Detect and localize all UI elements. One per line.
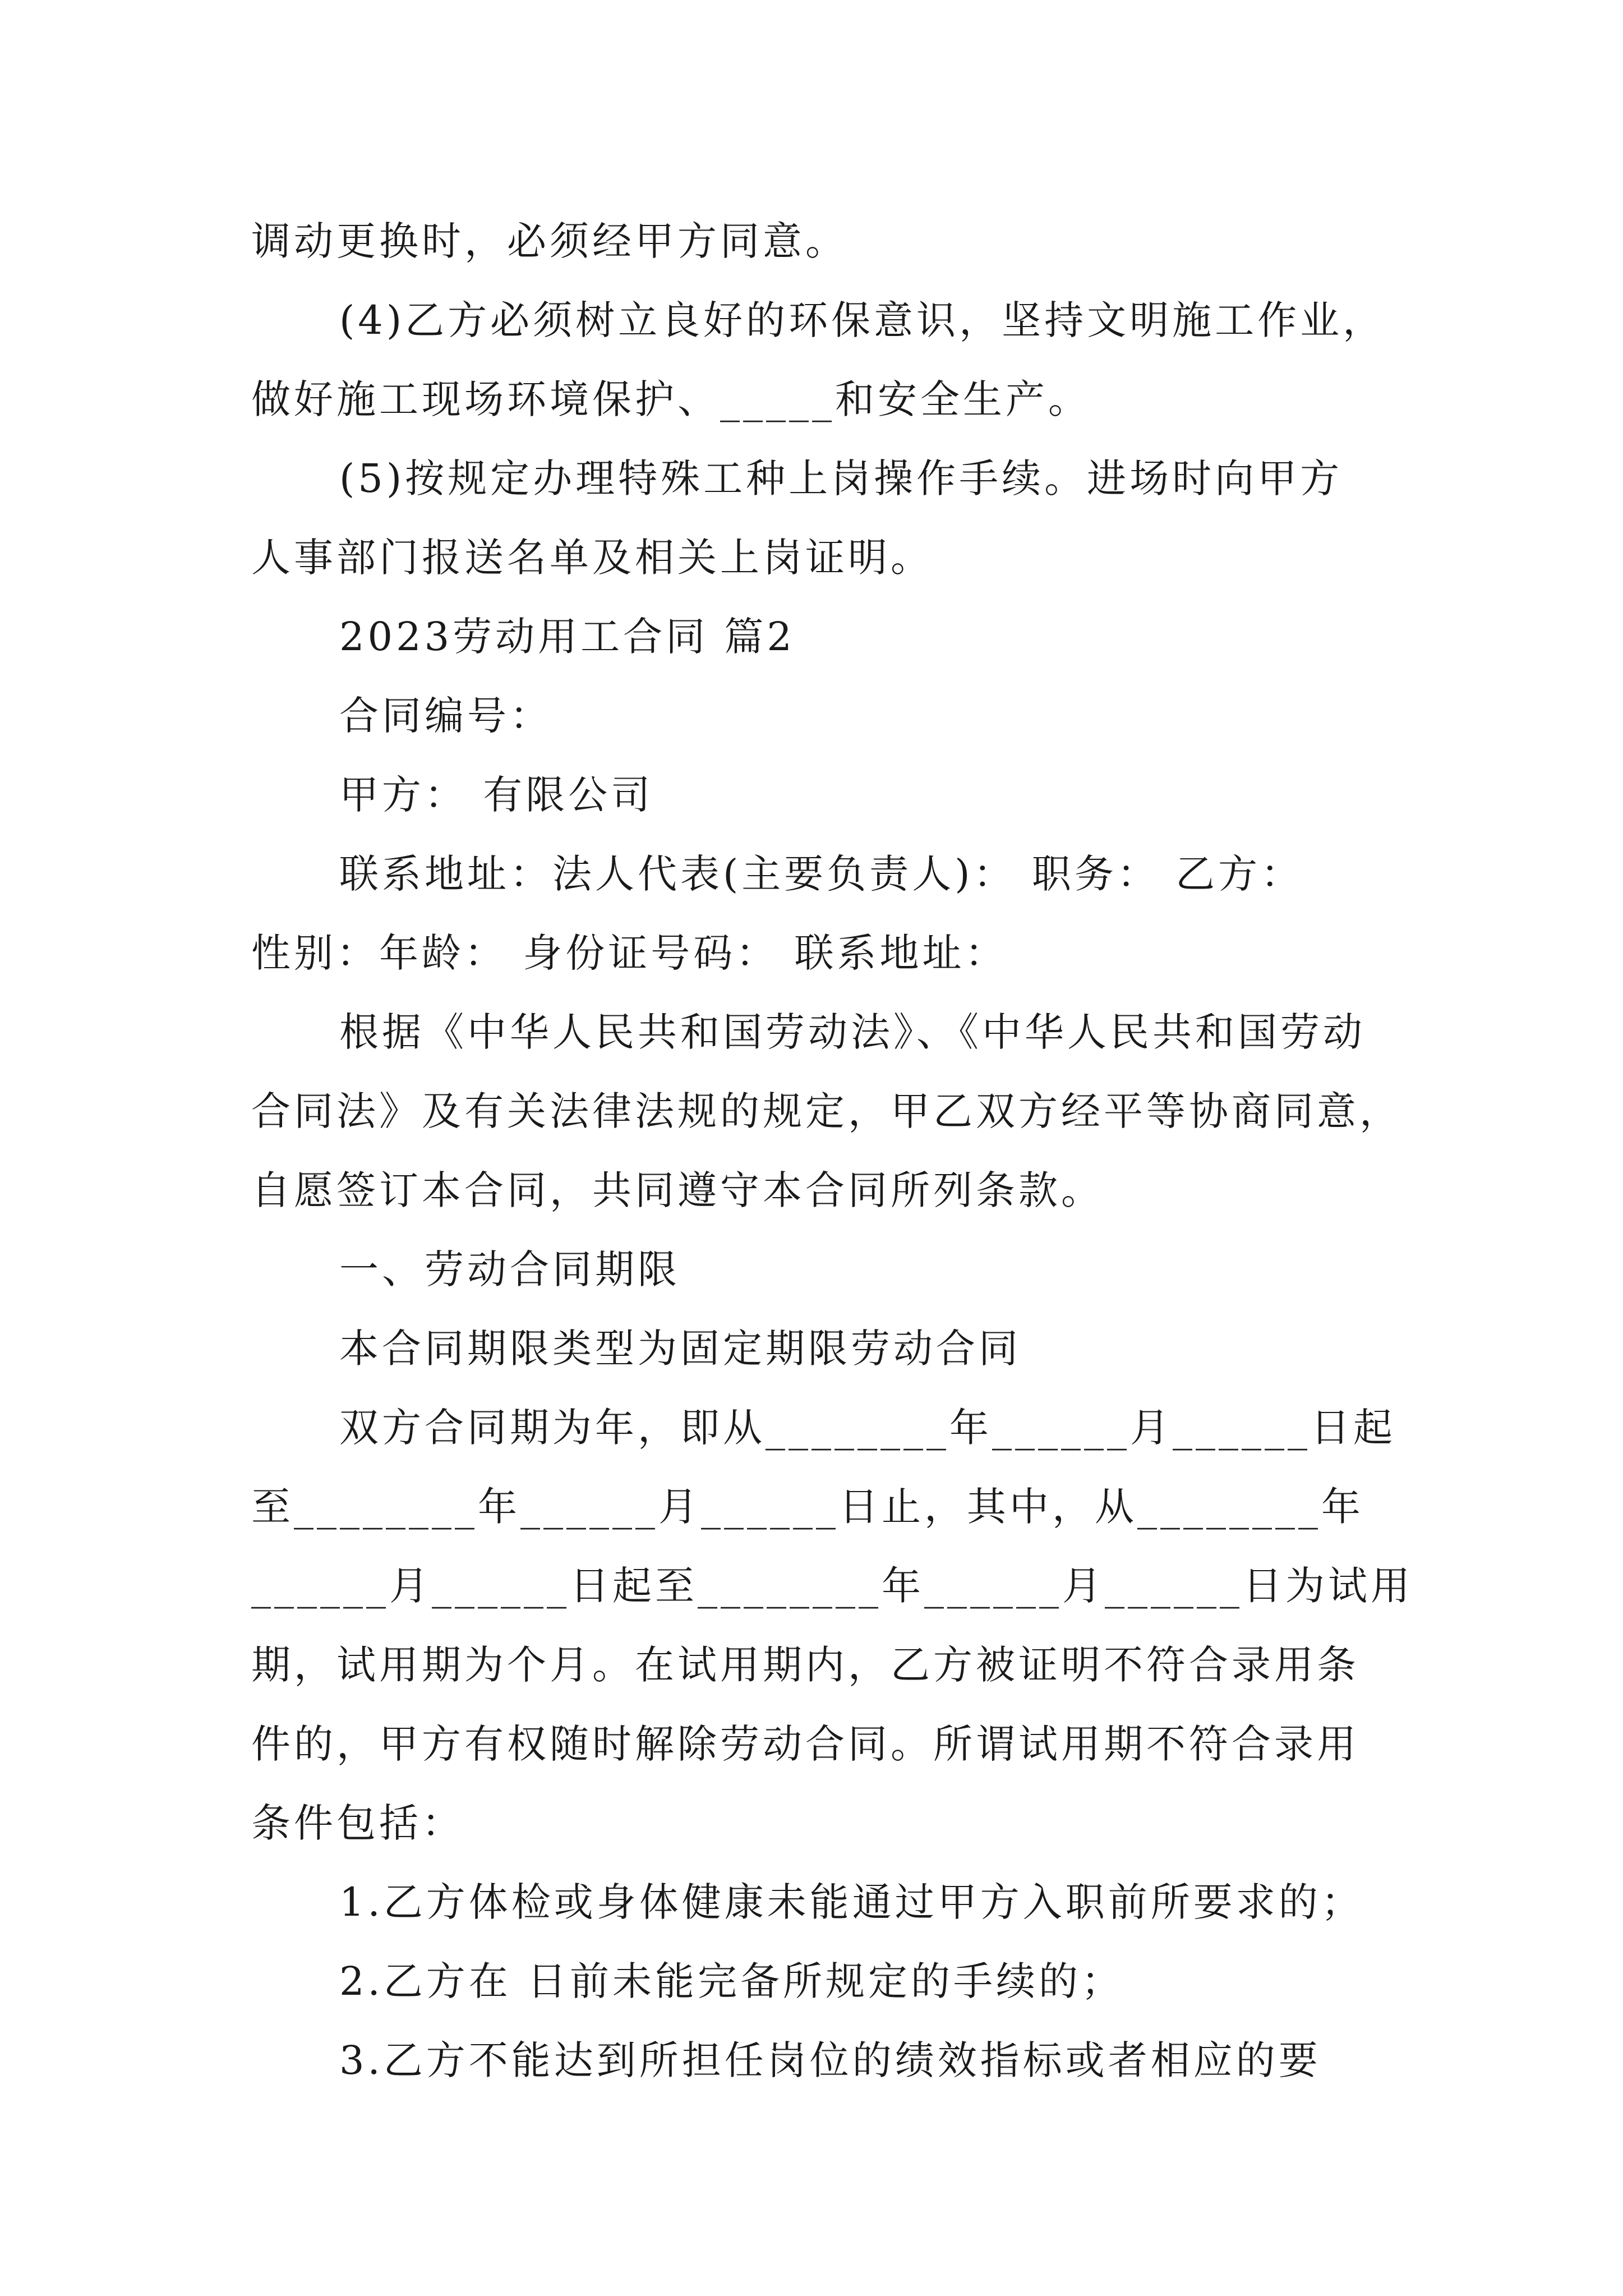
text-line-16: 双方合同期为年，即从________年______月______日起 (339, 1405, 1396, 1451)
text-line-3: 做好施工现场环境保护、_____和安全生产。 (251, 376, 1091, 422)
contact-line: 联系地址：法人代表(主要负责人)： 职务： 乙方： (339, 851, 1304, 897)
text-line-13: 自愿签订本合同，共同遵守本合同所列条款。 (251, 1167, 1104, 1213)
text-line-5: 人事部门报送名单及相关上岗证明。 (251, 535, 933, 581)
text-line-17: 至________年______月______日止，其中，从________年 (251, 1484, 1364, 1530)
text-line-4: (5)按规定办理特殊工种上岗操作手续。进场时向甲方 (339, 455, 1343, 501)
text-line-15: 本合同期限类型为固定期限劳动合同 (339, 1326, 1021, 1372)
list-item-1: 1.乙方体检或身体健康未能通过甲方入职前所要求的； (339, 1879, 1364, 1925)
text-line-20: 件的，甲方有权随时解除劳动合同。所谓试用期不符合录用 (251, 1721, 1359, 1767)
list-item-3: 3.乙方不能达到所担任岗位的绩效指标或者相应的要 (339, 2037, 1321, 2083)
text-line-21: 条件包括： (251, 1800, 464, 1846)
text-line-12: 合同法》及有关法律法规的规定，甲乙双方经平等协商同意， (251, 1088, 1402, 1134)
contract-number-label: 合同编号： (339, 693, 552, 739)
text-line-1: 调动更换时，必须经甲方同意。 (251, 218, 848, 264)
party-a-line: 甲方： 有限公司 (339, 772, 654, 818)
text-line-18: ______月______日起至________年______月______日为试用 (251, 1563, 1413, 1609)
text-line-19: 期，试用期为个月。在试用期内，乙方被证明不符合录用条 (251, 1642, 1359, 1688)
list-item-2: 2.乙方在 日前未能完备所规定的手续的； (339, 1958, 1124, 2004)
text-line-2: (4)乙方必须树立良好的环保意识，坚持文明施工作业， (339, 297, 1386, 343)
text-line-11: 根据《中华人民共和国劳动法》、《中华人民共和国劳动 (339, 1009, 1366, 1055)
section-heading: 2023劳动用工合同 篇2 (339, 614, 795, 660)
party-b-info-line: 性别：年龄： 身份证号码： 联系地址： (251, 930, 1008, 976)
clause-heading: 一、劳动合同期限 (339, 1246, 680, 1292)
